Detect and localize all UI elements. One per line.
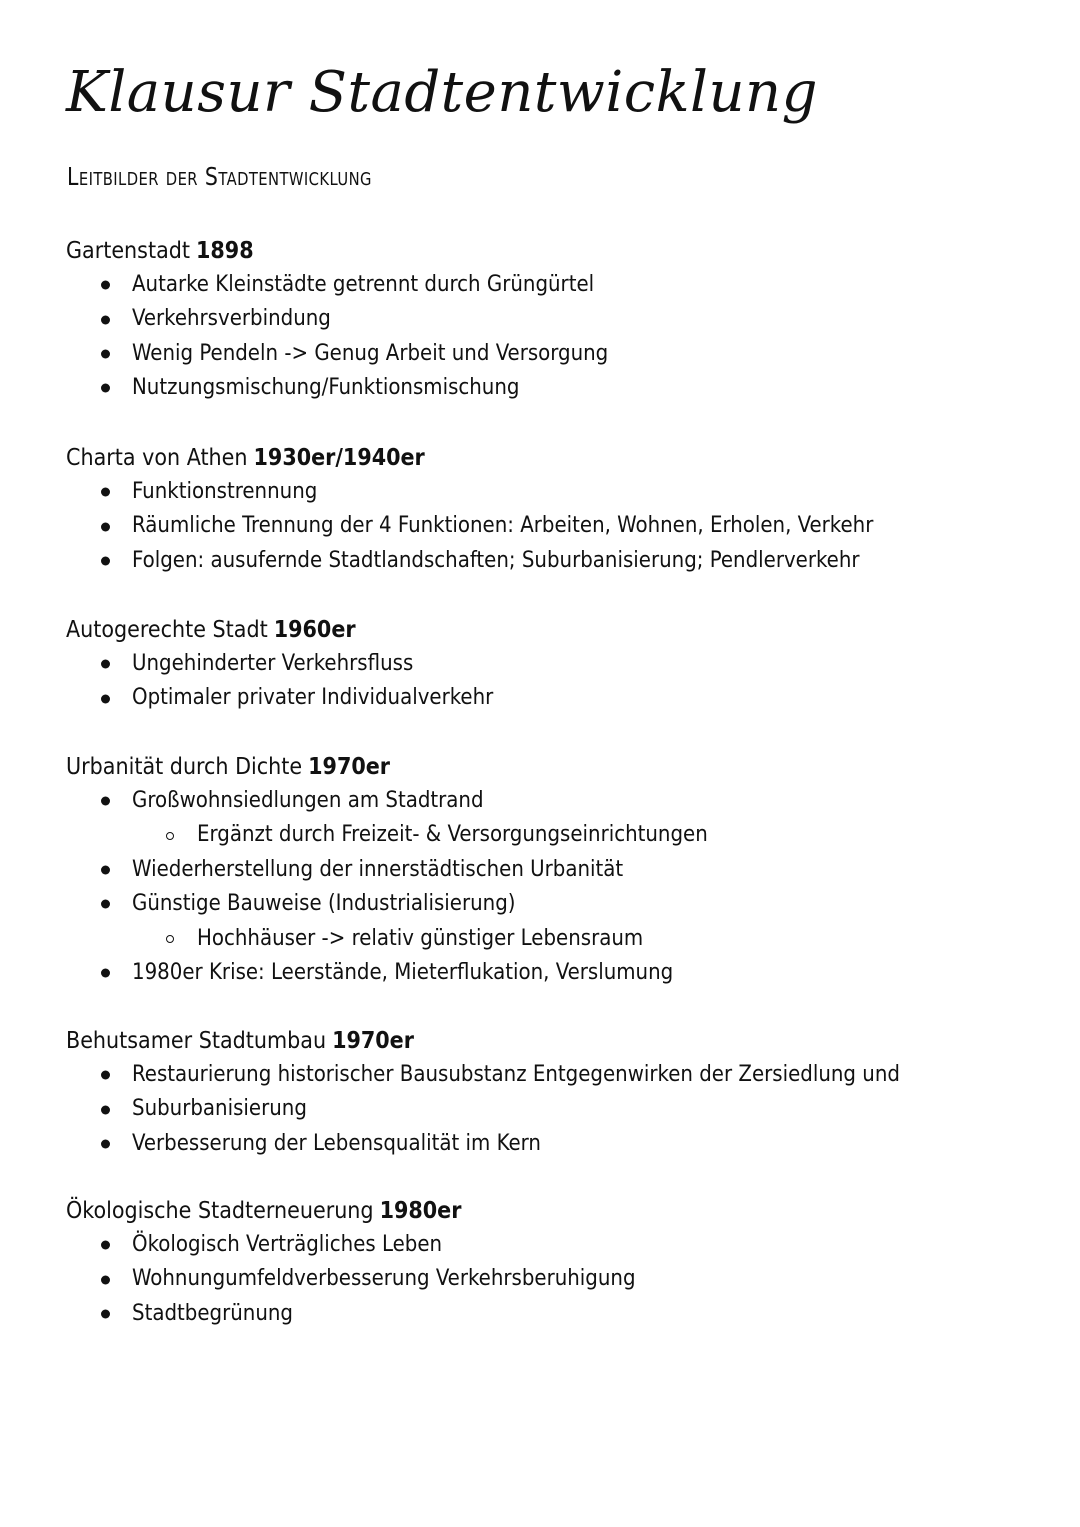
section [66,613,1046,716]
section [66,1194,1046,1331]
list-item-text: Funktionstrennung [132,479,318,504]
list-item [66,544,1046,578]
section-heading [66,750,1046,784]
filled-bullet-icon [101,1139,110,1148]
filled-bullet-icon [101,1309,110,1318]
list-item-text: Wiederherstellung der innerstädtischen Urbanität [132,856,624,882]
bullet-list [66,647,1046,716]
filled-bullet-icon [101,865,110,874]
section-name: Gartenstadt [66,238,190,264]
hollow-bullet-icon [166,935,174,943]
filled-bullet-icon [101,1105,110,1114]
list-item-text: 1980er Krise: Leerstände, Mieterflukation, Verslumung [132,959,674,985]
list-item [66,1297,1046,1331]
list-item [66,1228,1046,1262]
list-item [66,956,1046,990]
filled-bullet-icon [101,488,110,497]
section-heading [66,1024,1046,1058]
list-item [66,268,1046,302]
section-name: Behutsamer Stadtumbau [66,1028,327,1054]
section [66,234,1046,406]
bullet-list [66,475,1046,578]
filled-bullet-icon [101,349,110,358]
list-item-text: Günstige Bauweise (Industrialisierung) [132,891,516,917]
list-item-text: Verkehrsverbindung [132,306,331,332]
bullet-list [66,268,1046,406]
section-heading [66,441,1046,475]
list-item [66,784,1046,818]
filled-bullet-icon [101,1241,110,1250]
section [66,441,1046,578]
list-item [66,922,1046,956]
section [66,1024,1046,1161]
list-item-text: Suburbanisierung [132,1096,307,1122]
page-title: Klausur Stadtentwicklung [66,60,818,125]
list-item [66,337,1046,371]
section-year: 1930er/1940er [253,445,425,471]
section-heading [66,234,1046,268]
section-name: Charta von Athen [66,445,248,471]
page-subtitle: Leitbilder der Stadtentwicklung [67,162,372,191]
list-item-text: Ergänzt durch Freizeit- & Versorgungseinrichtungen [197,822,708,848]
filled-bullet-icon [101,1275,110,1284]
bullet-list [66,784,1046,990]
list-item [66,818,1046,852]
list-item [66,1058,1046,1092]
list-item [66,681,1046,715]
section [66,750,1046,990]
section-year: 1970er [332,1028,414,1054]
list-item [66,853,1046,887]
filled-bullet-icon [101,315,110,324]
filled-bullet-icon [101,522,110,531]
section-heading [66,613,1046,647]
list-item [66,647,1046,681]
filled-bullet-icon [101,1071,110,1080]
list-item-text: Restaurierung historischer Bausubstanz Entgegenwirken der Zersiedlung und [132,1062,900,1087]
list-item-text: Optimaler privater Individualverkehr [132,685,494,711]
list-item-text: Autarke Kleinstädte getrennt durch Grüngürtel [132,272,595,297]
filled-bullet-icon [101,556,110,565]
filled-bullet-icon [101,969,110,978]
list-item-text: Hochhäuser -> relativ günstiger Lebensraum [197,925,644,951]
list-item [66,371,1046,405]
bullet-list [66,1058,1046,1161]
filled-bullet-icon [101,694,110,703]
list-item-text: Räumliche Trennung der 4 Funktionen: Arbeiten, Wohnen, Erholen, Verkehr [132,513,874,539]
list-item [66,1127,1046,1161]
filled-bullet-icon [101,384,110,393]
list-item [66,1262,1046,1296]
list-item-text: Ungehinderter Verkehrsfluss [132,651,414,676]
filled-bullet-icon [101,660,110,669]
filled-bullet-icon [101,797,110,806]
section-name: Autogerechte Stadt [66,617,268,643]
section-name: Ökologische Stadterneuerung [66,1198,374,1224]
list-item-text: Stadtbegrünung [132,1300,293,1326]
list-item-text: Großwohnsiedlungen am Stadtrand [132,788,484,813]
section-name: Urbanität durch Dichte [66,754,303,780]
list-item [66,1092,1046,1126]
hollow-bullet-icon [166,832,174,840]
list-item [66,509,1046,543]
list-item [66,302,1046,336]
bullet-list [66,1228,1046,1331]
list-item-text: Wenig Pendeln -> Genug Arbeit und Versorgung [132,340,609,366]
section-year: 1970er [308,754,390,780]
section-year: 1980er [379,1198,462,1224]
list-item-text: Folgen: ausufernde Stadtlandschaften; Suburbanisierung; Pendlerverkehr [132,547,860,573]
list-item-text: Verbesserung der Lebensqualität im Kern [132,1130,541,1156]
section-heading [66,1194,1046,1228]
list-item-text: Nutzungsmischung/Funktionsmischung [132,375,520,401]
list-item-text: Ökologisch Verträgliches Leben [132,1232,443,1257]
list-item [66,887,1046,921]
section-year: 1898 [196,238,254,264]
filled-bullet-icon [101,281,110,290]
section-year: 1960er [273,617,356,643]
filled-bullet-icon [101,900,110,909]
list-item [66,475,1046,509]
list-item-text: Wohnungumfeldverbesserung Verkehrsberuhigung [132,1266,636,1292]
